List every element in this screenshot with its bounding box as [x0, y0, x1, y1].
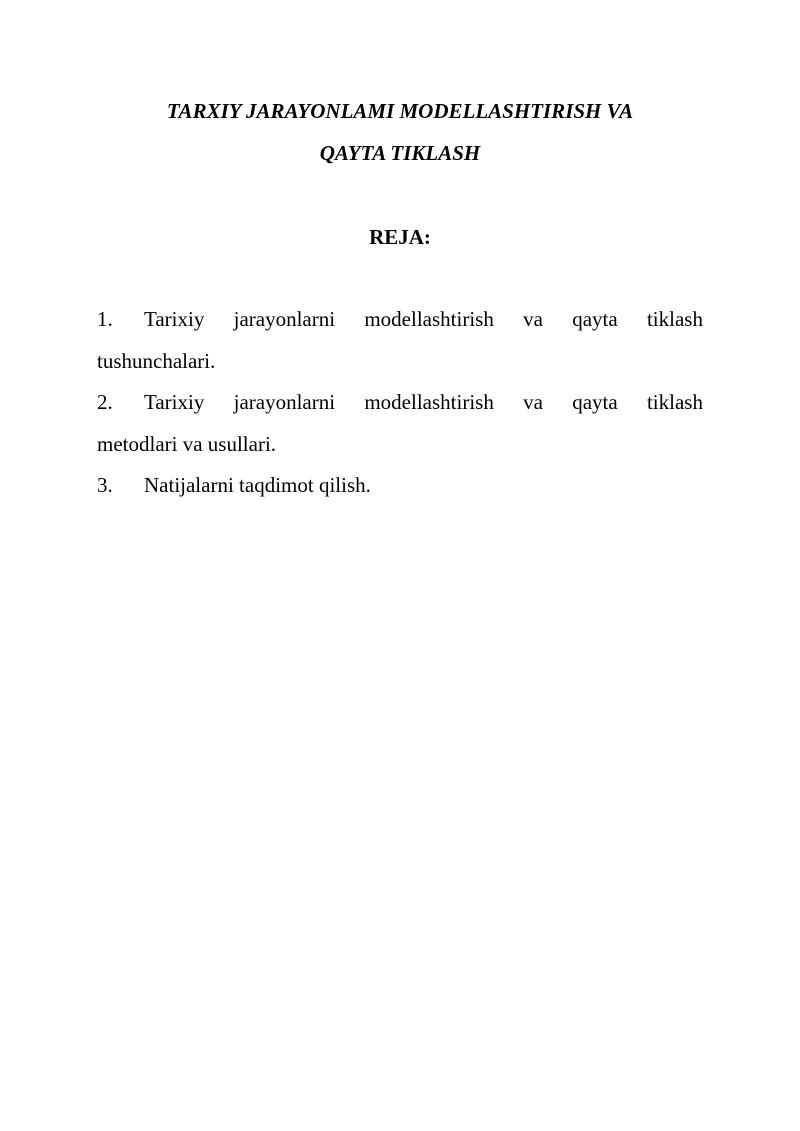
plan-item-1-word: Tarixiy — [144, 307, 205, 331]
plan-item-3 — [97, 465, 703, 507]
plan-item-2-word: va — [523, 390, 543, 414]
plan-item-3-number: 3. — [97, 473, 113, 497]
plan-item-1 — [97, 299, 703, 382]
plan-item-2-number: 2. — [97, 390, 113, 414]
plan-item-2-word: jarayonlarni — [233, 390, 336, 414]
plan-item-1-continuation: tushunchalari. — [97, 348, 216, 373]
plan-item-1-word: qayta — [572, 307, 618, 331]
plan-item-3-line — [97, 465, 703, 507]
plan-item-3-text: Natijalarni taqdimot qilish. — [144, 473, 371, 497]
plan-item-1-line — [97, 299, 703, 341]
title-line-1: TARXIY JARAYONLAMI MODELLASHTIRISH VA — [166, 99, 634, 123]
plan-item-1-number: 1. — [97, 307, 113, 331]
plan-item-2-continuation: metodlari va usullari. — [97, 431, 277, 456]
plan-item-1-word: va — [523, 307, 543, 331]
plan-item-2-word: modellashtirish — [364, 390, 494, 414]
title-line-2: QAYTA TIKLASH — [319, 141, 481, 165]
plan-item-2-line — [97, 382, 703, 424]
plan-item-2-word: Tarixiy — [144, 390, 205, 414]
plan-item-1-word: modellashtirish — [364, 307, 494, 331]
plan-item-1-word: jarayonlarni — [233, 307, 336, 331]
plan-item-2-word: tiklash — [646, 390, 703, 414]
plan-item-1-word: tiklash — [646, 307, 703, 331]
document-title — [96, 90, 704, 174]
plan-item-2 — [97, 382, 703, 465]
plan-item-2-word: qayta — [572, 390, 618, 414]
plan-list — [97, 299, 703, 507]
plan-heading: REJA: — [369, 225, 431, 249]
